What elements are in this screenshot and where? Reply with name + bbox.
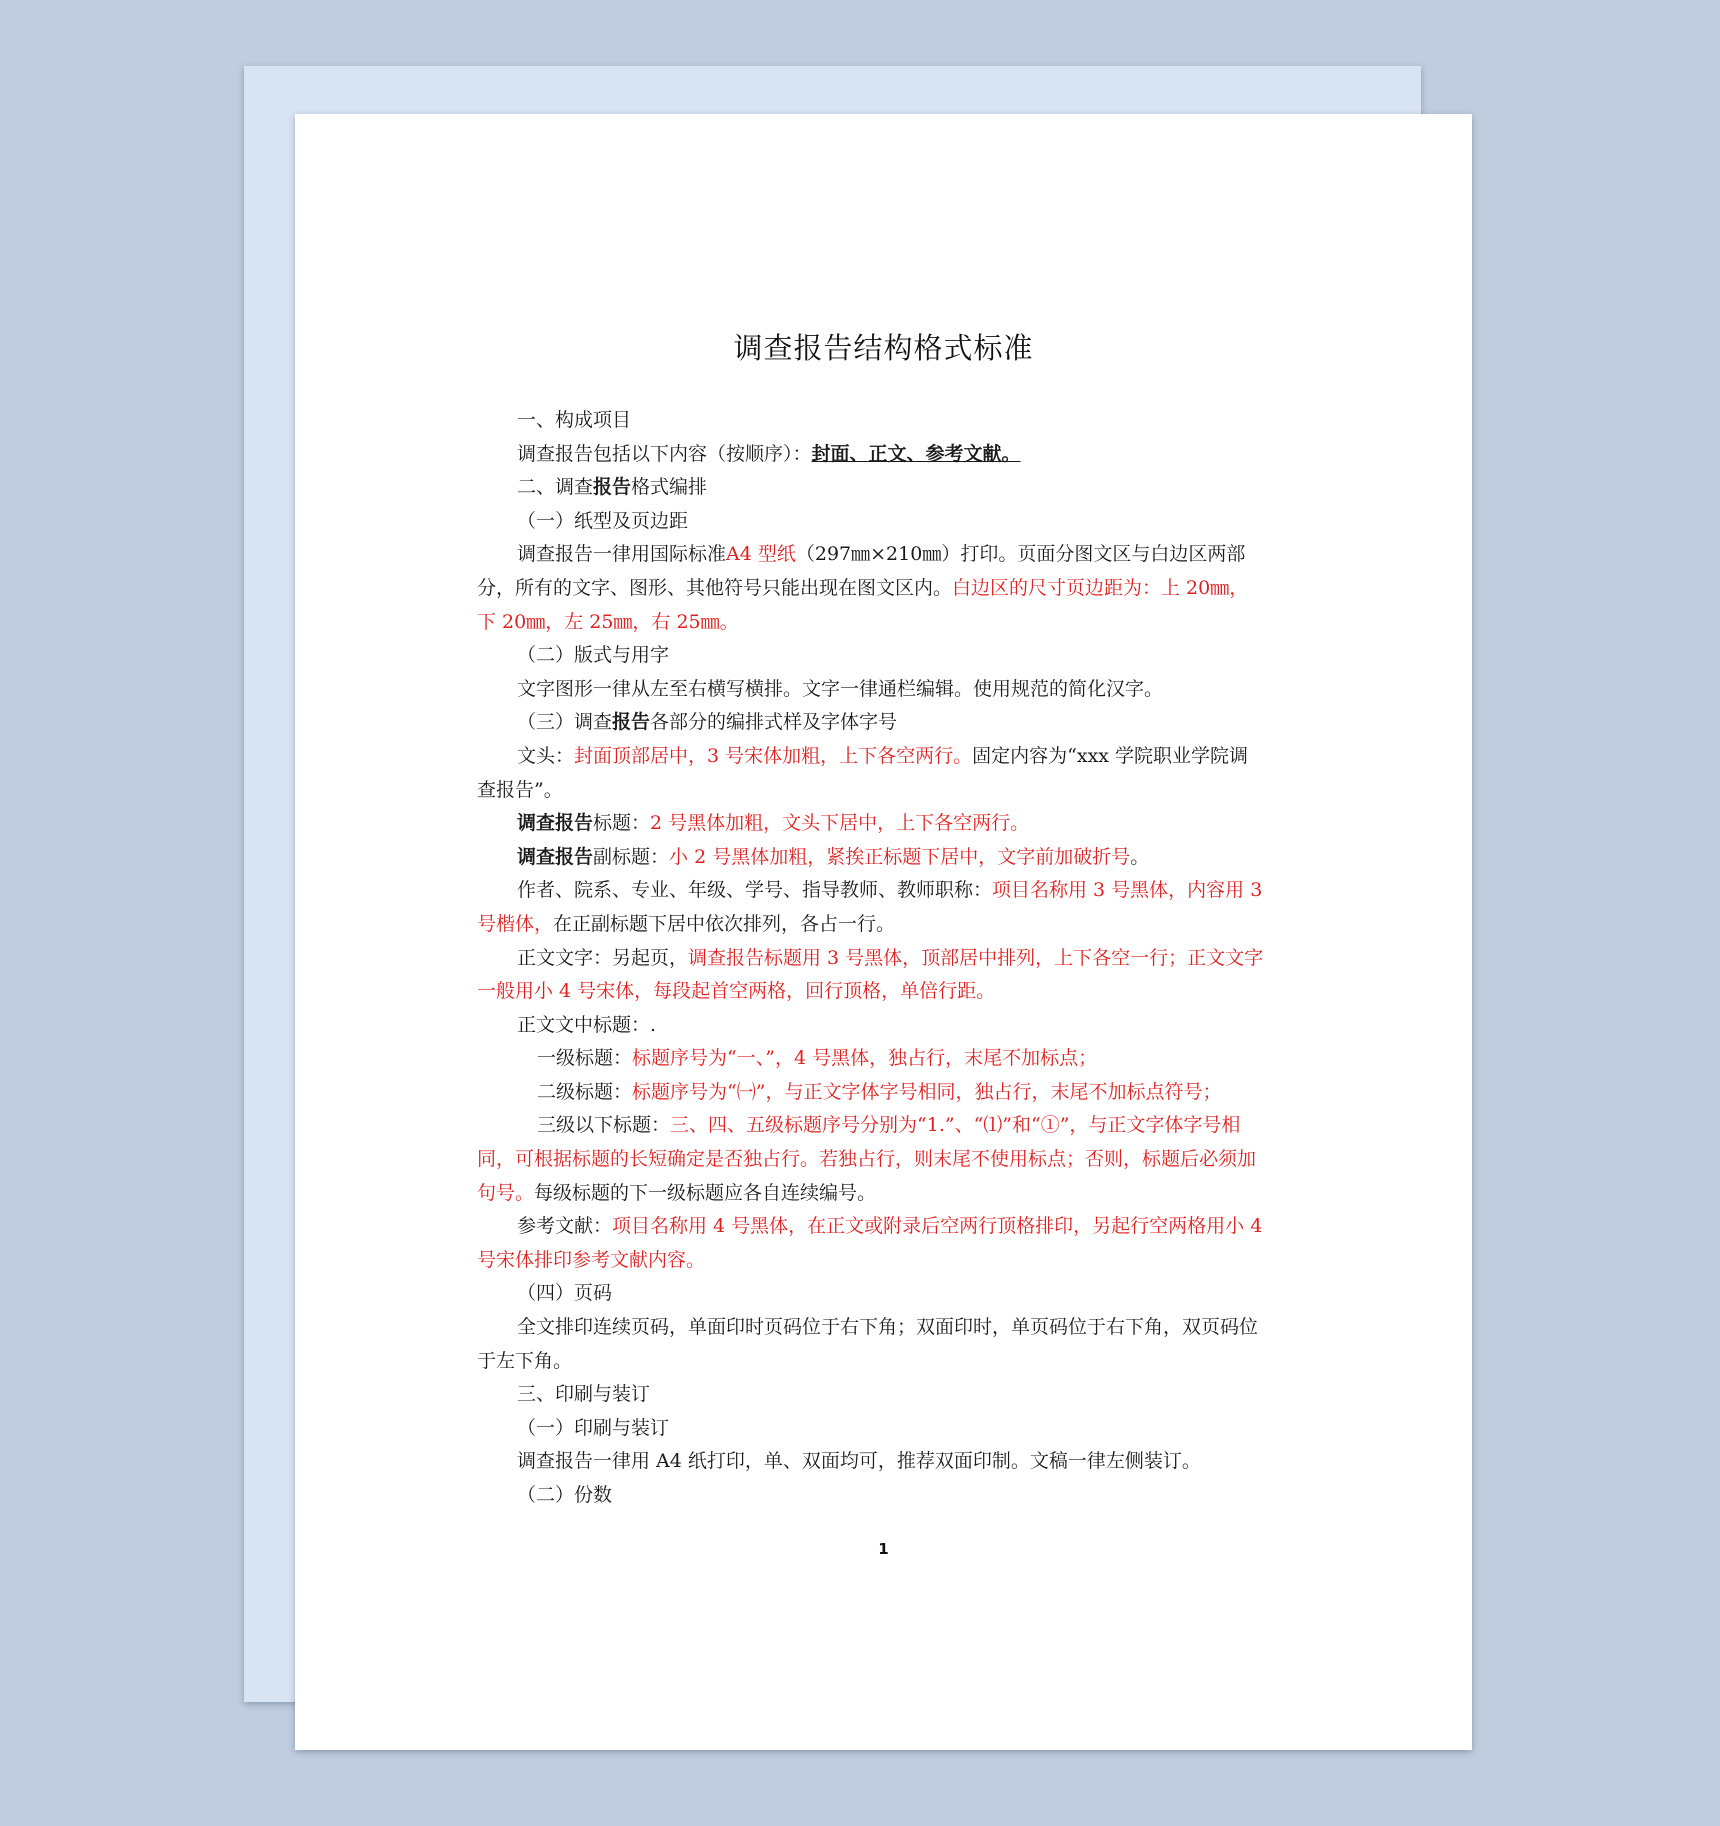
paragraph-paper: 调查报告一律用国际标准A4 型纸（297㎜×210㎜）打印。页面分图文区与白边区两部分，所有的文字、图形、其他符号只能出现在图文区内。白边区的尺寸页边距为：上 20㎜，下 20㎜，左 25㎜，右 25㎜。 [477, 543, 1249, 633]
paragraph-title: 调查报告标题：2 号黑体加粗，文头下居中，上下各空两行。 [517, 812, 1030, 835]
paragraph-level3: 三级以下标题：三、四、五级标题序号分别为“1.”、“⑴”和“①”，与正文字体字号相同，可根据标题的长短确定是否独占行。若独占行，则末尾不使用标点；否则，标题后必须加句号。每级标题的下一级标题应各自连续编号。 [477, 1114, 1257, 1204]
paragraph-body-text: 正文文字：另起页，调查报告标题用 3 号黑体，顶部居中排列，上下各空一行；正文文字一般用小 4 号宋体，每段起首空两格，回行顶格，单倍行距。 [477, 946, 1264, 1003]
paragraph-layout: 文字图形一律从左至右横写横排。文字一律通栏编辑。使用规范的简化汉字。 [517, 677, 1164, 700]
subsection-heading-fonts: （三）调查报告各部分的编排式样及字体字号 [517, 711, 898, 734]
subsection-heading-copies: （二）份数 [517, 1484, 613, 1506]
document-body [477, 404, 1267, 1513]
paragraph-binding: 调查报告一律用 A4 纸打印，单、双面均可，推荐双面印制。文稿一律左侧装订。 [517, 1450, 1201, 1473]
page-number: 1 [878, 1540, 889, 1558]
subsection-heading-binding: （一）印刷与装订 [517, 1416, 670, 1439]
paragraph-page-number: 全文排印连续页码，单面印时页码位于右下角；双面印时，单页码位于右下角，双页码位于左下角。 [477, 1316, 1259, 1372]
document-page [295, 114, 1472, 1750]
paragraph-author: 作者、院系、专业、年级、学号、指导教师、教师职称：项目名称用 3 号黑体，内容用 3 号楷体，在正副标题下居中依次排列，各占一行。 [477, 879, 1263, 935]
section-heading-3: 三、印刷与装订 [517, 1383, 651, 1406]
paragraph-contents: 调查报告包括以下内容（按顺序）：封面、正文、参考文献。 [517, 442, 1021, 465]
subsection-heading-paper: （一）纸型及页边距 [517, 509, 689, 532]
section-heading-1: 一、构成项目 [517, 409, 632, 431]
paragraph-body-headings: 正文文中标题：. [517, 1013, 657, 1036]
subsection-heading-page-number: （四）页码 [517, 1282, 613, 1305]
subsection-heading-layout: （二）版式与用字 [517, 644, 670, 667]
section-heading-2: 二、调查报告格式编排 [517, 476, 708, 499]
document-title: 调查报告结构格式标准 [733, 331, 1034, 365]
paragraph-level2: 二级标题：标题序号为“㈠”，与正文字体字号相同，独占行，末尾不加标点符号； [537, 1080, 1222, 1103]
paragraph-subtitle: 调查报告副标题：小 2 号黑体加粗，紧挨正标题下居中，文字前加破折号。 [517, 845, 1150, 868]
paragraph-level1: 一级标题：标题序号为“一、”，4 号黑体，独占行，末尾不加标点； [537, 1047, 1098, 1070]
paragraph-references: 参考文献：项目名称用 4 号黑体，在正文或附录后空两行顶格排印，另起行空两格用小 4 号宋体排印参考文献内容。 [477, 1215, 1263, 1271]
paragraph-header: 文头：封面顶部居中，3 号宋体加粗，上下各空两行。固定内容为“xxx 学院职业学院调查报告”。 [477, 744, 1249, 801]
